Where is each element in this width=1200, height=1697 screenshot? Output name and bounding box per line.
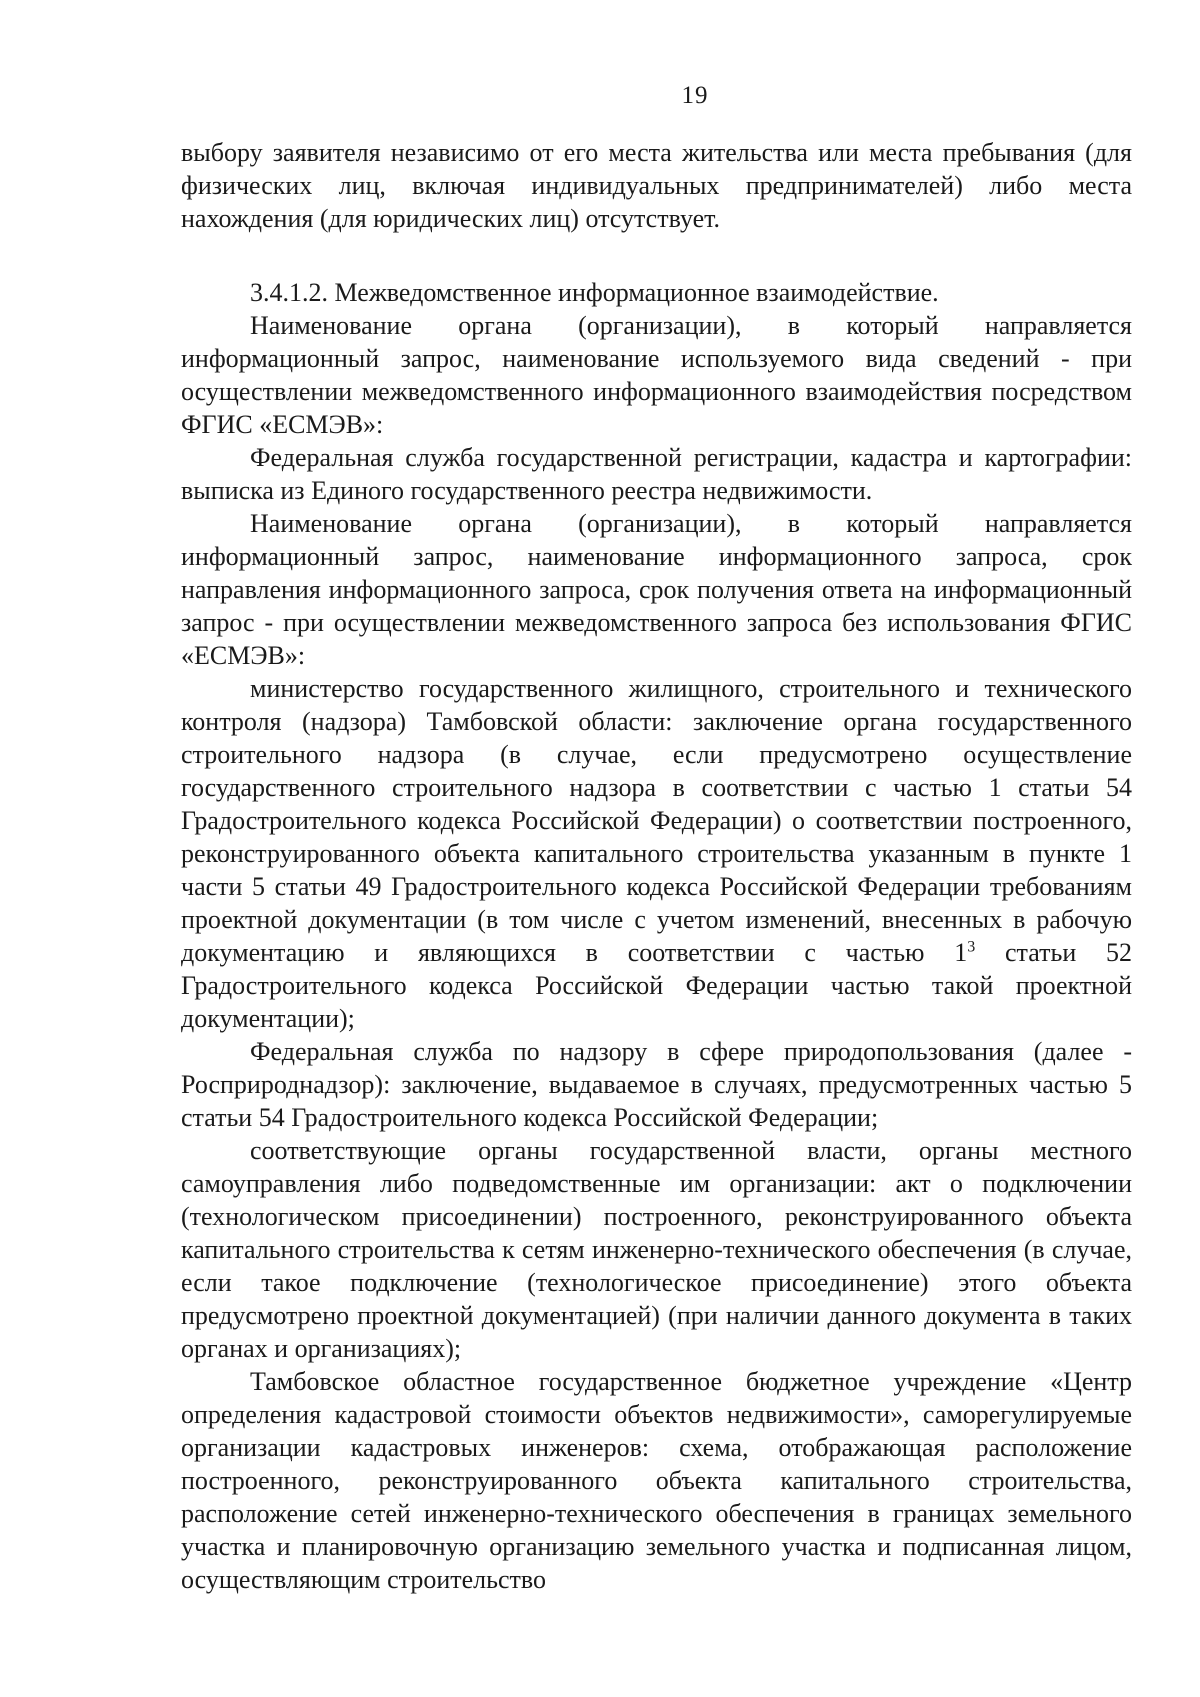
paragraph-rosreestr: Федеральная служба государственной регистрации, кадастра и картографии: выписка из Единого государственного реестра недвижимости. xyxy=(181,443,1132,505)
superscript-3: 3 xyxy=(967,938,976,956)
paragraph-non-esmev-request: Наименование органа (организации), в который направляется информационный запрос, наименование информационного запроса, срок направления информационного запроса, срок получения ответа на информационный запрос - при осуществлении межведомственного запроса без использования ФГИС «ЕСМЭВ»: xyxy=(181,509,1132,670)
section-heading: 3.4.1.2. Межведомственное информационное взаимодействие. xyxy=(250,278,939,307)
document-body xyxy=(181,136,1132,1596)
paragraph-local-authorities: соответствующие органы государственной власти, органы местного самоуправления либо подведомственные им организации: акт о подключении (технологическом присоединении) построенного, реконструированного объекта капитального строительства к сетям инженерно-технического обеспечения (в случае, если такое подключение (технологическое присоединение) этого объекта предусмотрено проектной документацией) (при наличии данного документа в таких органах и организациях); xyxy=(181,1136,1132,1363)
paragraph-cadastral-center: Тамбовское областное государственное бюджетное учреждение «Центр определения кадастровой стоимости объектов недвижимости», саморегулируемые организации кадастровых инженеров: схема, отображающая расположение построенного, реконструированного объекта капитального строительства, расположение сетей инженерно-технического обеспечения в границах земельного участка и планировочную организацию земельного участка и подписанная лицом, осуществляющим строительство xyxy=(181,1367,1132,1594)
paragraph-esmev-request: Наименование органа (организации), в который направляется информационный запрос, наименование используемого вида сведений - при осуществлении межведомственного информационного взаимодействия посредством ФГИС «ЕСМЭВ»: xyxy=(181,311,1132,439)
page-number: 19 xyxy=(681,82,709,109)
paragraph-continuation: выбору заявителя независимо от его места жительства или места пребывания (для физических лиц, включая индивидуальных предпринимателей) либо места нахождения (для юридических лиц) отсутствует. xyxy=(181,138,1132,233)
ministry-text-part1: министерство государственного жилищного, строительного и технического контроля (надзора) Тамбовской области: заключение органа государственного строительного надзора (в случае, если предусмотрено осуществление государственного строительного надзора в соответствии с частью 1 статьи 54 Градостроительного кодекса Российской Федерации) о соответствии построенного, реконструированного объекта капитального строительства указанным в пункте 1 части 5 статьи 49 Градостроительного кодекса Российской Федерации требованиям проектной документации (в том числе с учетом изменений, внесенных в рабочую документацию и являющихся в соответствии с частью 1 xyxy=(181,674,1132,967)
ministry-text-part2: статьи 52 Градостроительного кодекса Российской Федерации частью такой проектной документации); xyxy=(181,938,1132,1033)
paragraph-ministry xyxy=(181,672,1132,1035)
paragraph-rosprirodnadzor: Федеральная служба по надзору в сфере природопользования (далее - Росприроднадзор): заключение, выдаваемое в случаях, предусмотренных частью 5 статьи 54 Градостроительного кодекса Российской Федерации; xyxy=(181,1037,1132,1132)
